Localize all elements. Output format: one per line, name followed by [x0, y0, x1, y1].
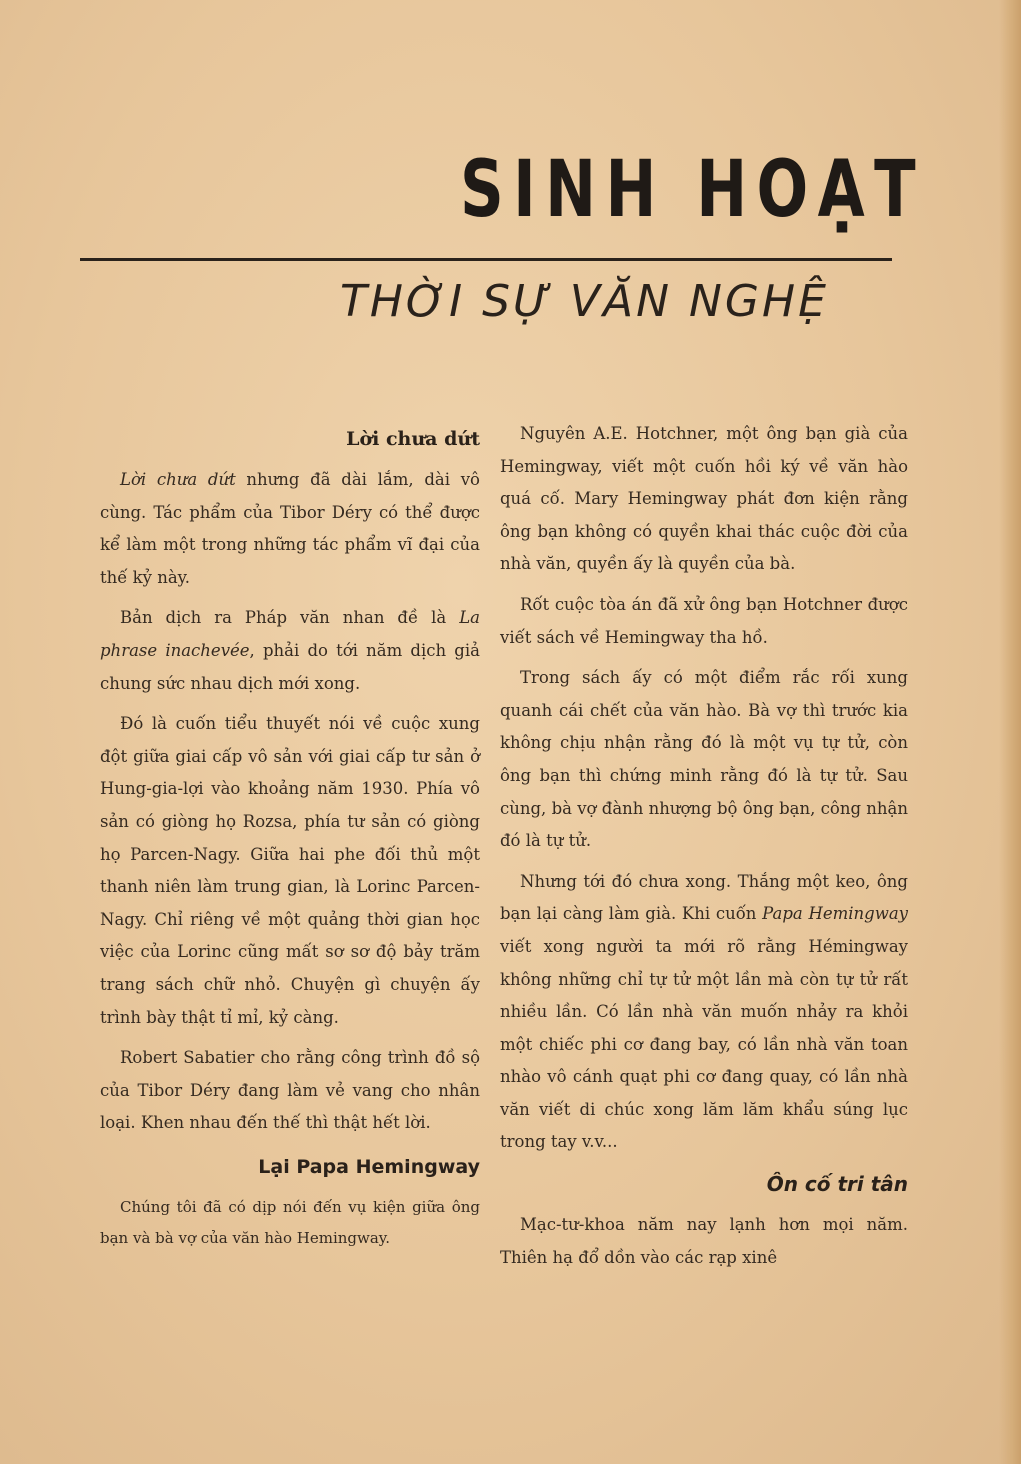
masthead-title: SINH HOẠT — [460, 145, 925, 235]
article-paragraph: Nhưng tới đó chưa xong. Thắng một keo, ông bạn lại càng làm già. Khi cuốn Papa Hemingway viết xong người ta mới rõ rằng Hémingway không những chỉ tự tử một lần mà còn tự tử rất nhiều lần. Có lần nhà văn muốn nhảy ra khỏi một chiếc phi cơ đang bay, có lần nhà văn toan nhào vô cánh quạt phi cơ đang quay, có lần nhà văn viết di chúc xong lăm lăm khẩu súng lục trong tay v.v... — [500, 871, 908, 1152]
article-paragraph: Trong sách ấy có một điểm rắc rối xung quanh cái chết của văn hào. Bà vợ thì trước kia không chịu nhận rằng đó là một vụ tự tử, còn ông bạn thì chứng minh rằng đó là tự tử. Sau cùng, bà vợ đành nhượng bộ ông bạn, công nhận đó là tự tử. — [500, 668, 908, 851]
article-paragraph: Chúng tôi đã có dịp nói đến vụ kiện giữa ông bạn và bà vợ của văn hào Hemingway. — [100, 1197, 480, 1247]
article-heading: Ôn cố tri tân — [766, 1172, 908, 1197]
column-left — [100, 418, 480, 1262]
page-edge — [999, 0, 1021, 1464]
masthead-subtitle: THỜI SỰ VĂN NGHỆ — [340, 276, 829, 327]
book-title: Papa Hemingway — [762, 904, 908, 924]
book-title: Lời chưa dứt — [120, 470, 236, 489]
masthead-rule — [80, 258, 892, 261]
article-heading: Lời chưa dứt — [346, 428, 480, 450]
article-paragraph: Lời chưa dứt nhưng đã dài lắm, dài vô cùng. Tác phẩm của Tibor Déry có thể được kể làm một trong những tác phẩm vĩ đại của thế kỷ này. — [100, 470, 480, 587]
article-paragraph: Mạc-tư-khoa năm nay lạnh hơn mọi năm. Thiên hạ đổ dồn vào các rạp xinê — [500, 1215, 908, 1267]
article-paragraph: Bản dịch ra Pháp văn nhan đề là La phrase inachevée, phải do tới năm dịch giả chung sức nhau dịch mới xong. — [100, 608, 480, 693]
article-paragraph: Robert Sabatier cho rằng công trình đồ sộ của Tibor Déry đang làm vẻ vang cho nhân loại. Khen nhau đến thế thì thật hết lời. — [100, 1048, 480, 1133]
article-heading: Lại Papa Hemingway — [258, 1155, 480, 1178]
article-paragraph: Đó là cuốn tiểu thuyết nói về cuộc xung đột giữa giai cấp vô sản với giai cấp tư sản ở Hung-gia-lợi vào khoảng năm 1930. Phía vô sản có giòng họ Rozsa, phía tư sản có giòng họ Parcen-Nagy. Giữa hai phe đối thủ một thanh niên làm trung gian, là Lorinc Parcen-Nagy. Chỉ riêng về một quảng thời gian học việc của Lorinc cũng mất sơ sơ độ bảy trăm trang sách chữ nhỏ. Chuyện gì chuyện ấy trình bày thật tỉ mỉ, kỷ càng. — [100, 714, 480, 1027]
book-title: La phrase inachevée — [100, 608, 480, 660]
article-paragraph: Nguyên A.E. Hotchner, một ông bạn già của Hemingway, viết một cuốn hồi ký về văn hào quá cố. Mary Hemingway phát đơn kiện rằng ông bạn không có quyền khai thác cuộc đời của nhà văn, quyền ấy là quyền của bà. — [500, 424, 908, 574]
column-right — [500, 418, 908, 1282]
article-paragraph: Rốt cuộc tòa án đã xử ông bạn Hotchner được viết sách về Hemingway tha hồ. — [500, 594, 908, 647]
